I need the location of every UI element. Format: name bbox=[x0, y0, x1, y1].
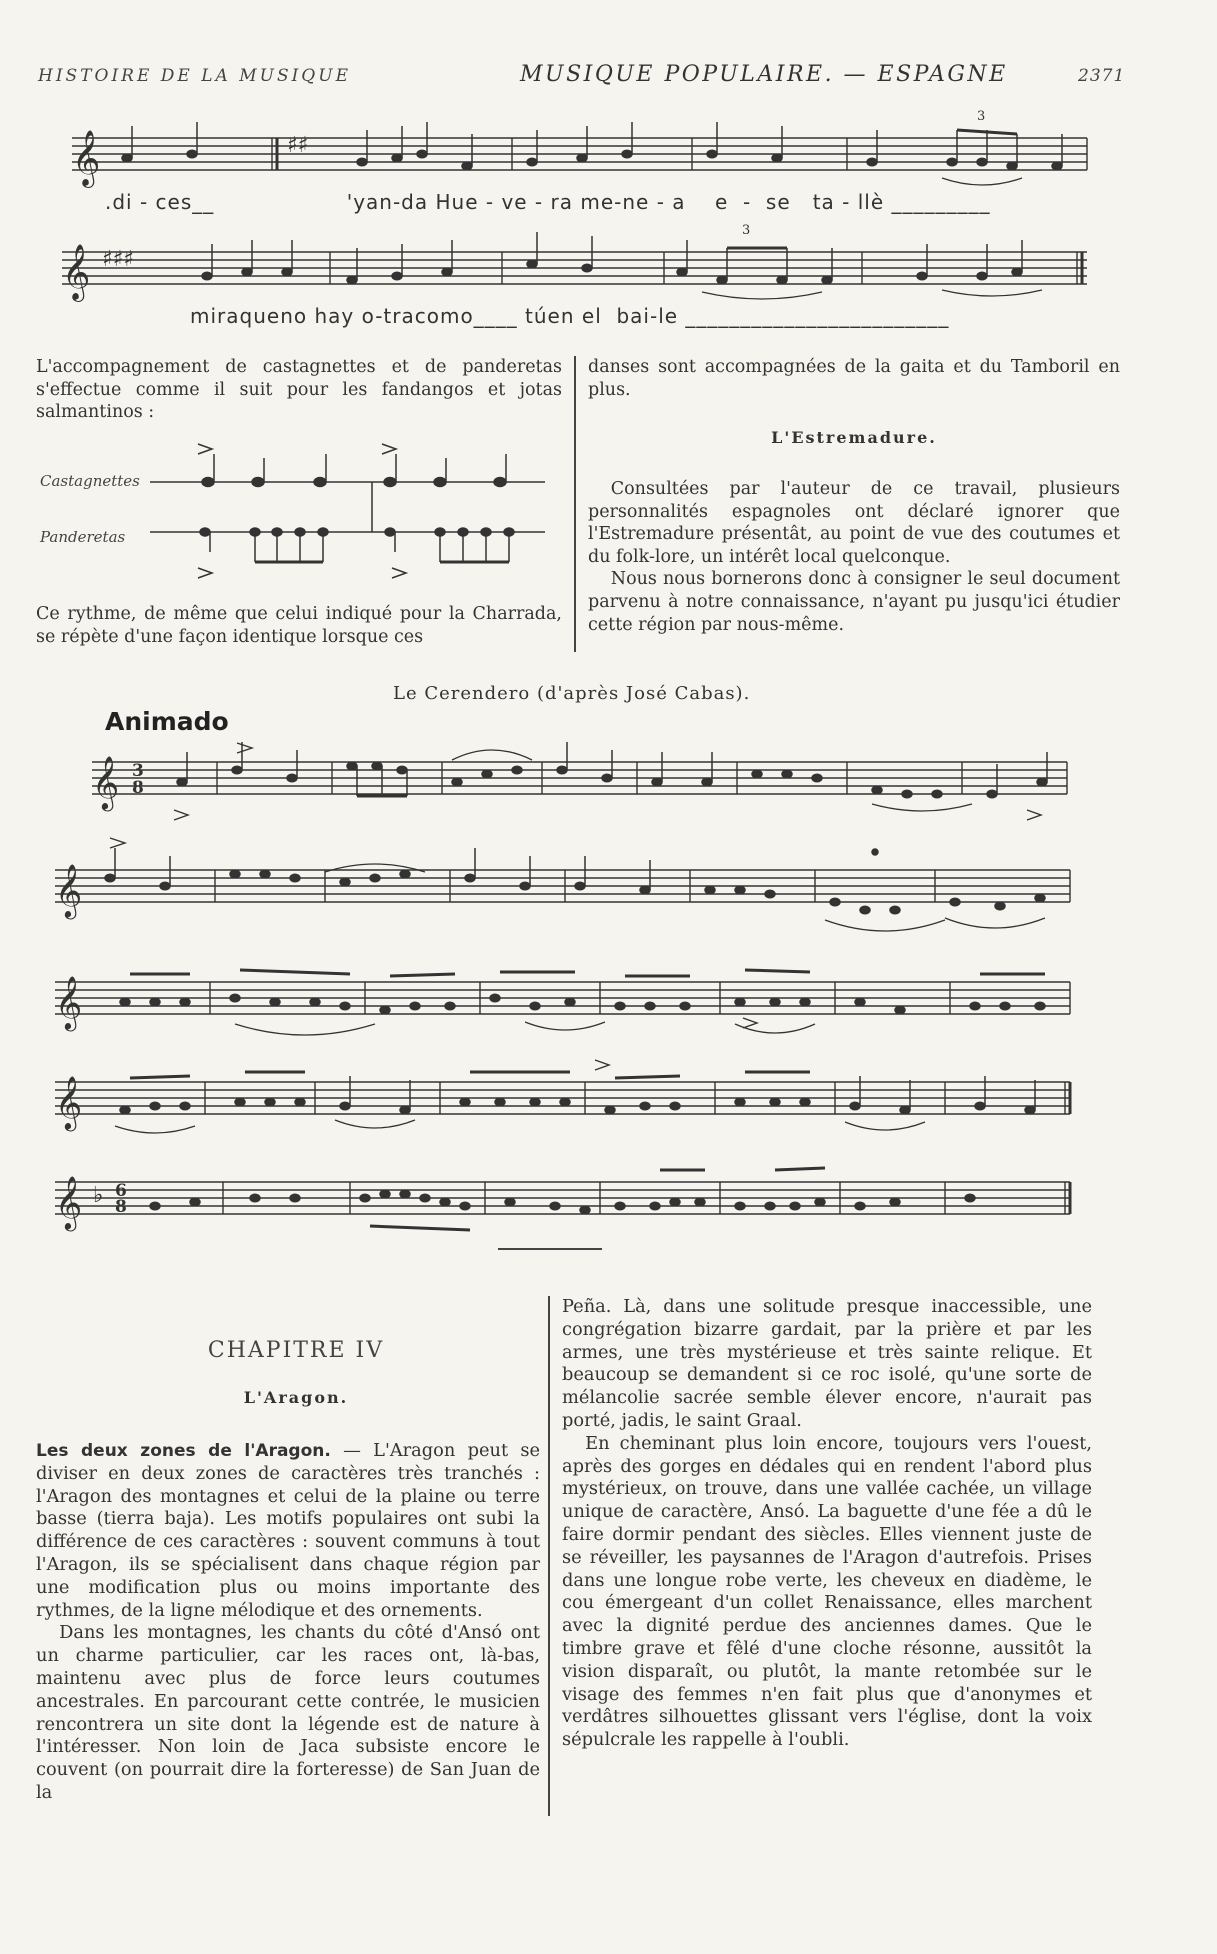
svg-text:𝄞: 𝄞 bbox=[55, 1175, 83, 1229]
section-divider bbox=[498, 1248, 602, 1250]
cerendero-caption: Le Cerendero (d'après José Cabas). bbox=[393, 683, 751, 704]
svg-text:𝄞: 𝄞 bbox=[62, 244, 91, 300]
svg-text:𝄞: 𝄞 bbox=[55, 863, 83, 917]
svg-text:𝄞: 𝄞 bbox=[92, 755, 120, 809]
cerendero-staff-4 bbox=[55, 1050, 1095, 1150]
time-sig-6-top: 6 bbox=[115, 1181, 127, 1201]
svg-text:𝄞: 𝄞 bbox=[55, 975, 83, 1029]
aragon-left-column: Les deux zones de l'Aragon. — L'Aragon peut se diviser en deux zones de caractères très tranchés : l'Aragon des montagnes et celui de la plaine ou terre basse (tierra baja). Les motifs populaires ont subi la différence de ces caractères : souvent communs à tout l'Aragon, ils se spécialisent dans chaque région par une modification plus ou moins importante des rythmes, de la ligne mélodique et des ornements. Dans les montagnes, les chants du côté d'Ansó ont un charme particulier, car les races ont, là-bas, maintenu avec plus de force leurs coutumes ancestrales. En parcourant cette contrée, le musicien rencontrera un site dont la légende est de nature à l'intéresser. Non loin de Jaca subsiste encore le couvent (on pourrait dire la forteresse) de San Juan de la bbox=[36, 1440, 540, 1803]
chapter-subtitle: L'Aragon. bbox=[243, 1388, 349, 1407]
estremadure-title: L'Estremadure. bbox=[771, 428, 937, 447]
estremadure-text: Consultées par l'auteur de ce travail, plusieurs personnalités espagnoles ont déclaré ignorer que l'Estremadure présentât, au point de vue des coutumes et du folk-lore, un intérêt local quelconque. Nous nous bornerons donc à consigner le seul document parvenu à notre connaissance, n'ayant pu jusqu'ici étudier cette région par nous-même. bbox=[588, 479, 1120, 635]
aragon-runin: Les deux zones de l'Aragon. bbox=[36, 1441, 331, 1461]
time-sig-3-bottom: 8 bbox=[132, 778, 144, 798]
aragon-right-column: Peña. Là, dans une solitude presque inaccessible, une congrégation bizarre gardait, par la prière et par les armes, une très mystérieuse et très sainte relique. Et beaucoup se demandent si ce roc isolé, qu'une sorte de mélancolie sacrée semble élever encore, n'aurait pas porté, jadis, le saint Graal. En cheminant plus loin encore, toujours vers l'ouest, après des gorges en dédales qui en rendent l'abord plus mystérieux, on trouve, dans une vallée cachée, un village unique de caractère, Ansó. La baguette d'une fée a dû le faire dormir pendant des siècles. Elles viennent juste de se réveiller, les paysannes de l'Aragon d'autrefois. Prises dans une longue robe verte, les cheveux en diadème, le cou émergeant d'un collet Renaissance, elles marchent avec la dignité perdue des anciennes dames. Que le timbre grave et fêlé d'une cloche résonne, aussitôt la vision disparaît, ou plutôt, la mante retombée sur le visage des femmes n'en fait plus que d'anonymes et verdâtres silhouettes glissant vers l'église, dont la voix sépulcrale les rappelle à l'oubli. bbox=[562, 1296, 1092, 1751]
dances-continuation: danses sont accompagnées de la gaita et du Tamboril en plus. bbox=[588, 357, 1120, 400]
panderetas-label: Panderetas bbox=[40, 528, 126, 546]
time-sig-6-bottom: 8 bbox=[115, 1197, 127, 1217]
cerendero-staff-2 bbox=[55, 838, 1095, 948]
time-sig-3-top: 3 bbox=[132, 761, 144, 781]
svg-text:𝄞: 𝄞 bbox=[72, 130, 101, 186]
chapter-title: CHAPITRE IV bbox=[207, 1338, 385, 1363]
castanet-rhythm-diagram bbox=[150, 440, 560, 585]
song-staff-1 bbox=[72, 108, 1092, 188]
svg-text:♯♯♯: ♯♯♯ bbox=[102, 247, 134, 272]
svg-text:♯♯: ♯♯ bbox=[287, 133, 309, 158]
song-lyrics-2: miraqueno hay o-tracomo____ túen el bai-le ________________________ bbox=[190, 304, 950, 328]
castanet-intro: L'accompagnement de castagnettes et de panderetas s'effectue comme il suit pour les fandangos et jotas salmantinos : bbox=[36, 357, 562, 423]
running-header bbox=[38, 62, 1126, 92]
header-section-title: MUSIQUE POPULAIRE. — ESPAGNE bbox=[520, 62, 1008, 87]
castanet-after: Ce rythme, de même que celui indiqué pour la Charrada, se répète d'une façon identique lorsque ces bbox=[36, 604, 562, 647]
cerendero-staff-5 bbox=[55, 1150, 1095, 1250]
page-number: 2371 bbox=[1078, 66, 1126, 86]
header-book-title: HISTOIRE DE LA MUSIQUE bbox=[38, 66, 351, 86]
cerendero-staff-1 bbox=[92, 738, 1092, 828]
column-rule-top bbox=[574, 356, 576, 652]
svg-text:♭: ♭ bbox=[93, 1183, 104, 1208]
cerendero-staff-3 bbox=[55, 950, 1095, 1050]
castagnettes-label: Castagnettes bbox=[40, 472, 140, 490]
tempo-marking: Animado bbox=[105, 707, 229, 736]
triplet-mark-1: 3 bbox=[977, 109, 986, 124]
svg-text:𝄞: 𝄞 bbox=[55, 1075, 83, 1129]
song-staff-2 bbox=[62, 222, 1092, 302]
triplet-mark-2: 3 bbox=[742, 223, 751, 238]
song-lyrics-1: .di - ces__ 'yan-da Hue - ve - ra me-ne - a e - se ta - llè _________ bbox=[105, 190, 991, 214]
column-rule-bottom bbox=[548, 1296, 550, 1816]
